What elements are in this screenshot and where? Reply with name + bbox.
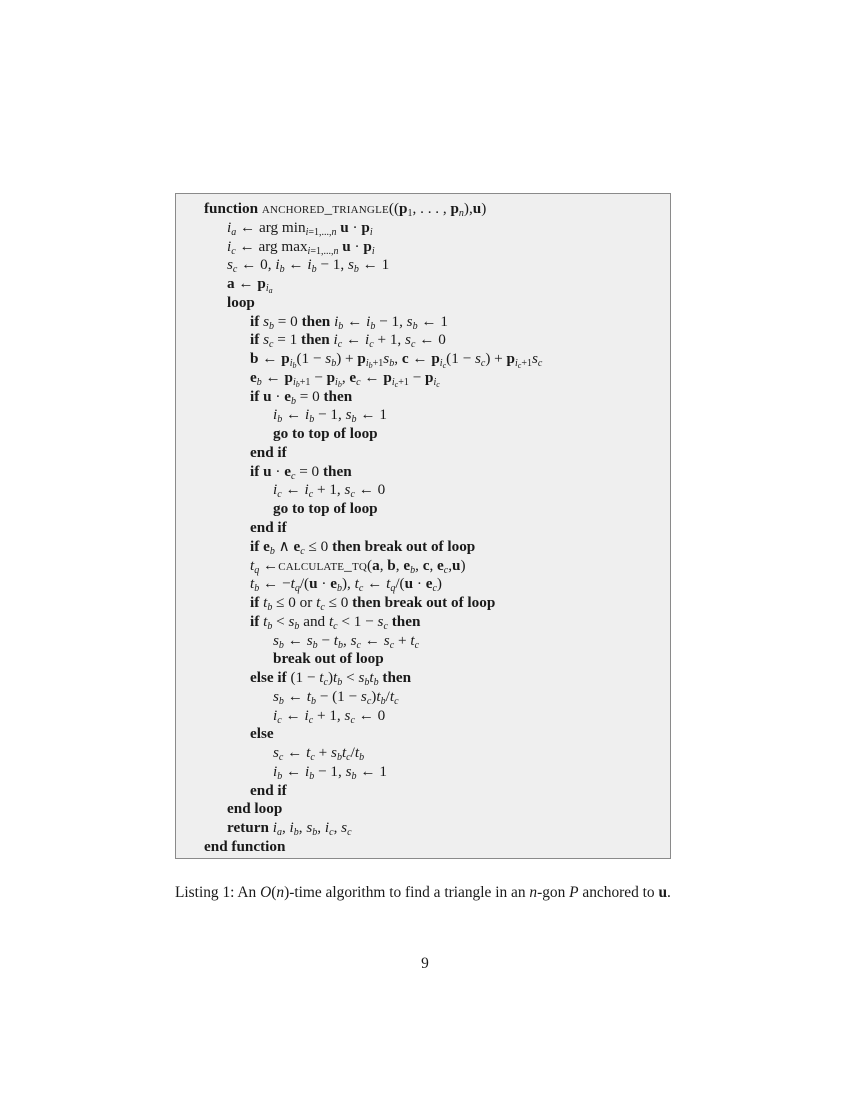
- code-line: $e_b$ ← $p_{i_b+1} - p_{i_b}$, $e_c$ ← $p_{i_c+1} - p_{i_c}$: [250, 369, 440, 389]
- code-line: if $t_b \le 0$ or $t_c \le 0$ then break out of loop: [250, 594, 496, 613]
- caption-label: Listing 1:: [175, 884, 235, 901]
- code-line: a ← $p_{i_a}$: [227, 275, 273, 295]
- code-line: else: [250, 725, 274, 742]
- code-line: go to top of loop: [273, 425, 378, 442]
- code-line: $s_c$ ← 0, $i_b$ ← $i_b - 1$, $s_b$ ← 1: [227, 256, 390, 275]
- code-line: $t_b$ ← $-t_q/(u \cdot e_b)$, $t_c$ ← $t_q/(u \cdot e_c)$: [250, 575, 442, 594]
- code-line: if $u \cdot e_b = 0$ then: [250, 388, 353, 407]
- code-line: $t_q$ ←calculate_tq(a, b, $e_b$, c, $e_c,u$): [250, 557, 466, 576]
- code-line: $i_b$ ← $i_b - 1$, $s_b$ ← 1: [273, 406, 387, 425]
- code-line: break out of loop: [273, 650, 384, 667]
- code-line: $i_c$ ← $i_c + 1$, $s_c$ ← 0: [273, 707, 386, 726]
- code-line: function $anchored\_triangle((p_1$, . . . , $p_n),u$): [204, 200, 487, 219]
- code-line: $i_c$ ← arg $\max_{i=1,...,n} u \cdot p_i$: [227, 238, 375, 257]
- listing-caption: Listing 1: An O(n)-time algorithm to find a triangle in an n-gon P anchored to u.: [175, 884, 671, 901]
- page-number: 9: [421, 955, 429, 972]
- code-line: $s_b$ ← $s_b - t_b$, $s_c$ ← $s_c + t_c$: [273, 632, 420, 651]
- code-line: $i_b$ ← $i_b - 1$, $s_b$ ← 1: [273, 763, 387, 782]
- code-line: $i_a$ ← arg $\min_{i=1,...,n} u \cdot p_i$: [227, 219, 373, 238]
- code-line: go to top of loop: [273, 500, 378, 517]
- code-line: end function: [204, 838, 286, 855]
- code-line: if $s_c = 1$ then $i_c$ ← $i_c + 1$, $s_c$ ← 0: [250, 331, 446, 350]
- code-line: loop: [227, 294, 255, 311]
- code-line: b ← $p_{i_b}(1 - s_b) + p_{i_b+1}s_b$, c ← $p_{i_c}(1 - s_c) + p_{i_c+1}s_c$: [250, 350, 543, 370]
- code-line: end if: [250, 444, 287, 461]
- code-line: if $e_b$ ∧ $e_c \le 0$ then break out of loop: [250, 538, 476, 557]
- code-line: end if: [250, 782, 287, 799]
- code-line: if $s_b = 0$ then $i_b$ ← $i_b - 1$, $s_b$ ← 1: [250, 313, 448, 332]
- code-line: else if $(1 - t_c)t_b < s_bt_b$ then: [250, 669, 412, 688]
- code-line: if $t_b < s_b$ and $t_c < 1 - s_c$ then: [250, 613, 421, 632]
- code-line: if $u \cdot e_c = 0$ then: [250, 463, 352, 482]
- code-line: $s_c$ ← $t_c + s_bt_c/t_b$: [273, 744, 365, 763]
- code-line: $i_c$ ← $i_c + 1$, $s_c$ ← 0: [273, 481, 386, 500]
- code-line: $s_b$ ← $t_b - (1 - s_c)t_b/t_c$: [273, 688, 399, 707]
- code-line: return $i_a$, $i_b$, $s_b$, $i_c$, $s_c$: [227, 819, 352, 838]
- code-line: end if: [250, 519, 287, 536]
- code-line: end loop: [227, 800, 283, 817]
